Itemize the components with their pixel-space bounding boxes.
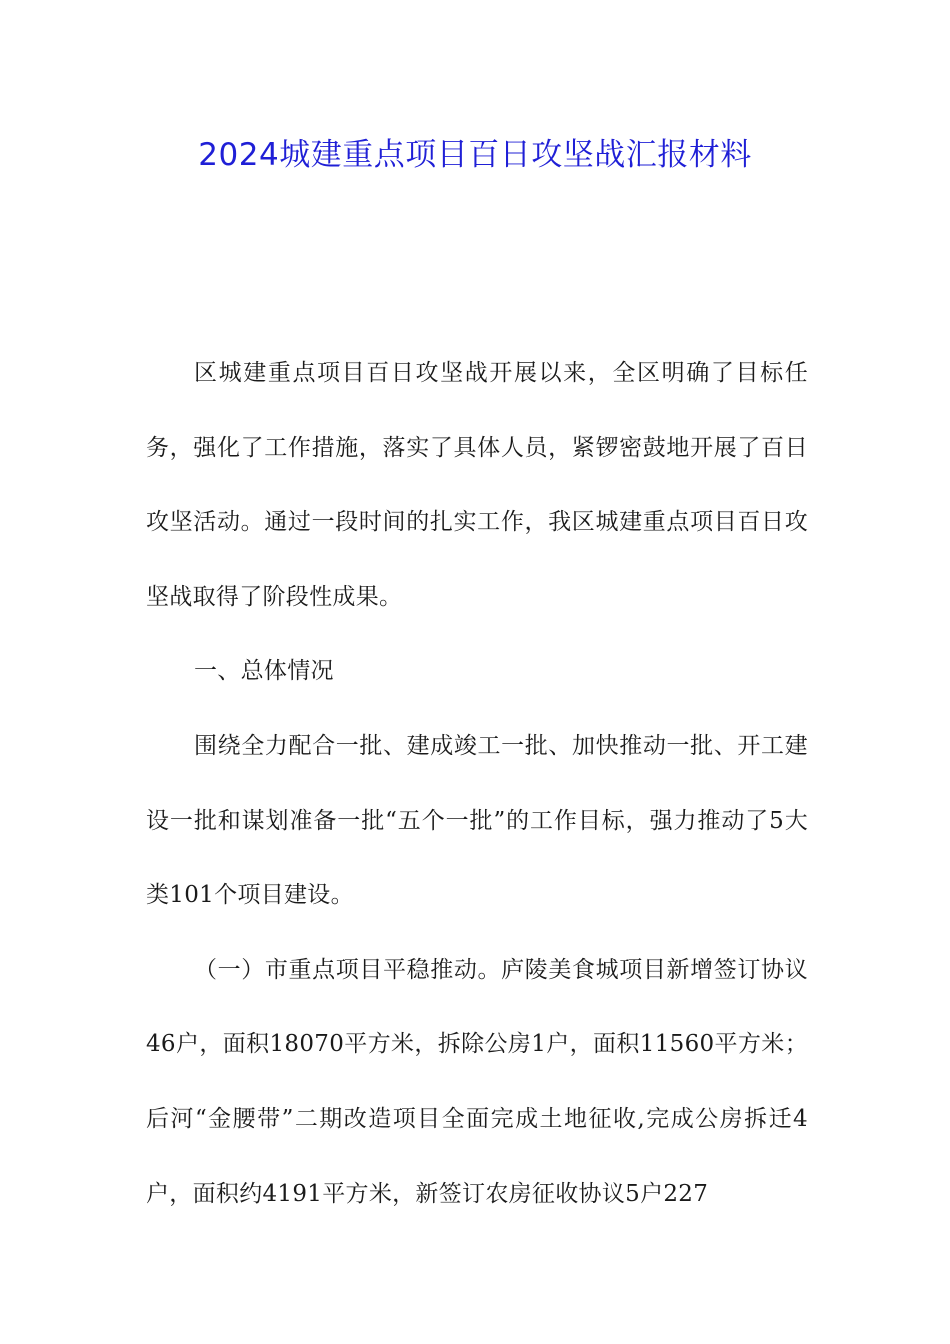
section-heading-overview: 一、总体情况 bbox=[194, 658, 334, 685]
document-body bbox=[146, 336, 808, 1231]
paragraph-city-projects: （一）市重点项目平稳推动。庐陵美食城项目新增签订协议46户，面积18070平方米，拆除公房1户，面积11560平方米；后河“金腰带”二期改造项目全面完成土地征收,完成公房拆迁4户，面积约4191平方米，新签订农房征收协议5户227 bbox=[146, 956, 808, 1207]
document-title: 2024城建重点项目百日攻坚战汇报材料 bbox=[198, 137, 752, 173]
paragraph-intro: 区城建重点项目百日攻坚战开展以来，全区明确了目标任务，强化了工作措施，落实了具体人员，紧锣密鼓地开展了百日攻坚活动。通过一段时间的扎实工作，我区城建重点项目百日攻坚战取得了阶段性成果。 bbox=[146, 360, 808, 610]
paragraph-goals: 围绕全力配合一批、建成竣工一批、加快推动一批、开工建设一批和谋划准备一批“五个一批”的工作目标，强力推动了5大类101个项目建设。 bbox=[146, 732, 808, 909]
